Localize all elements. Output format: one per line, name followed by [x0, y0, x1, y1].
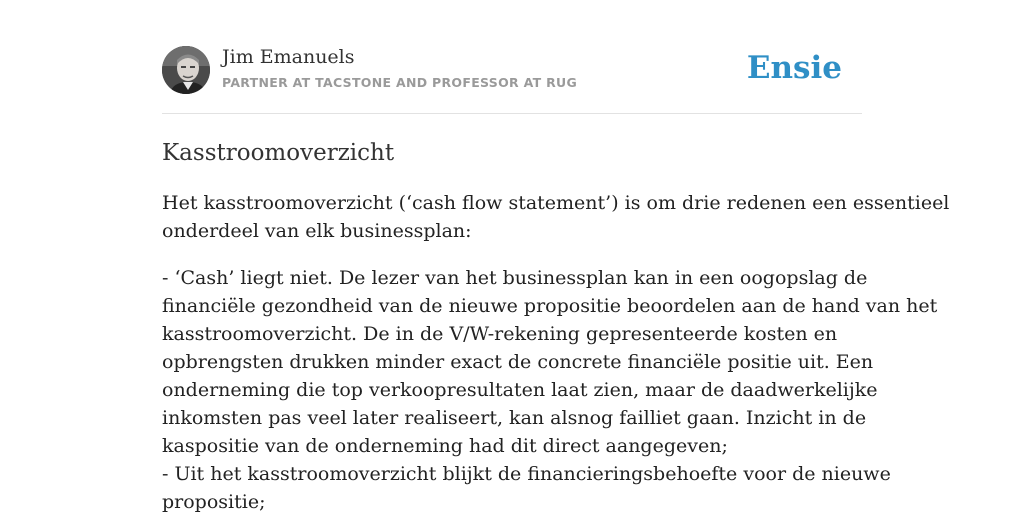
paragraph-line: Het kasstroomoverzicht (‘cash flow statement’) is om drie redenen een essentieel — [162, 192, 950, 214]
header-divider — [162, 113, 862, 114]
author-header — [162, 46, 862, 96]
paragraph-line: - ‘Cash’ liegt niet. De lezer van het businessplan kan in een oogopslag de — [162, 267, 868, 289]
article — [162, 138, 950, 512]
paragraph-line: onderdeel van elk businessplan: — [162, 220, 472, 242]
paragraph-line: financiële gezondheid van de nieuwe propositie beoordelen aan de hand van het — [162, 295, 938, 317]
paragraph-line: onderneming die top verkoopresultaten laat zien, maar de daadwerkelijke — [162, 379, 878, 401]
paragraph-line: - Uit het kasstroomoverzicht blijkt de financieringsbehoefte voor de nieuwe — [162, 463, 891, 485]
paragraph-line: kasstroomoverzicht. De in de V/W-rekening gepresenteerde kosten en — [162, 323, 838, 345]
ensie-logo[interactable]: Ensie — [746, 50, 842, 86]
author-name[interactable]: Jim Emanuels — [222, 46, 355, 68]
article-paragraph-body — [162, 264, 938, 512]
author-title: PARTNER AT TACSTONE AND PROFESSOR AT RUG — [222, 75, 577, 90]
paragraph-line: propositie; — [162, 491, 266, 512]
paragraph-line: kaspositie van de onderneming had dit direct aangegeven; — [162, 435, 728, 457]
author-photo-icon — [162, 46, 210, 94]
article-title: Kasstroomoverzicht — [162, 140, 395, 166]
paragraph-line: opbrengsten drukken minder exact de concrete financiële positie uit. Een — [162, 351, 874, 373]
paragraph-line: inkomsten pas veel later realiseert, kan alsnog failliet gaan. Inzicht in de — [162, 407, 867, 429]
author-avatar[interactable] — [162, 46, 210, 94]
article-paragraph-intro — [162, 189, 950, 245]
